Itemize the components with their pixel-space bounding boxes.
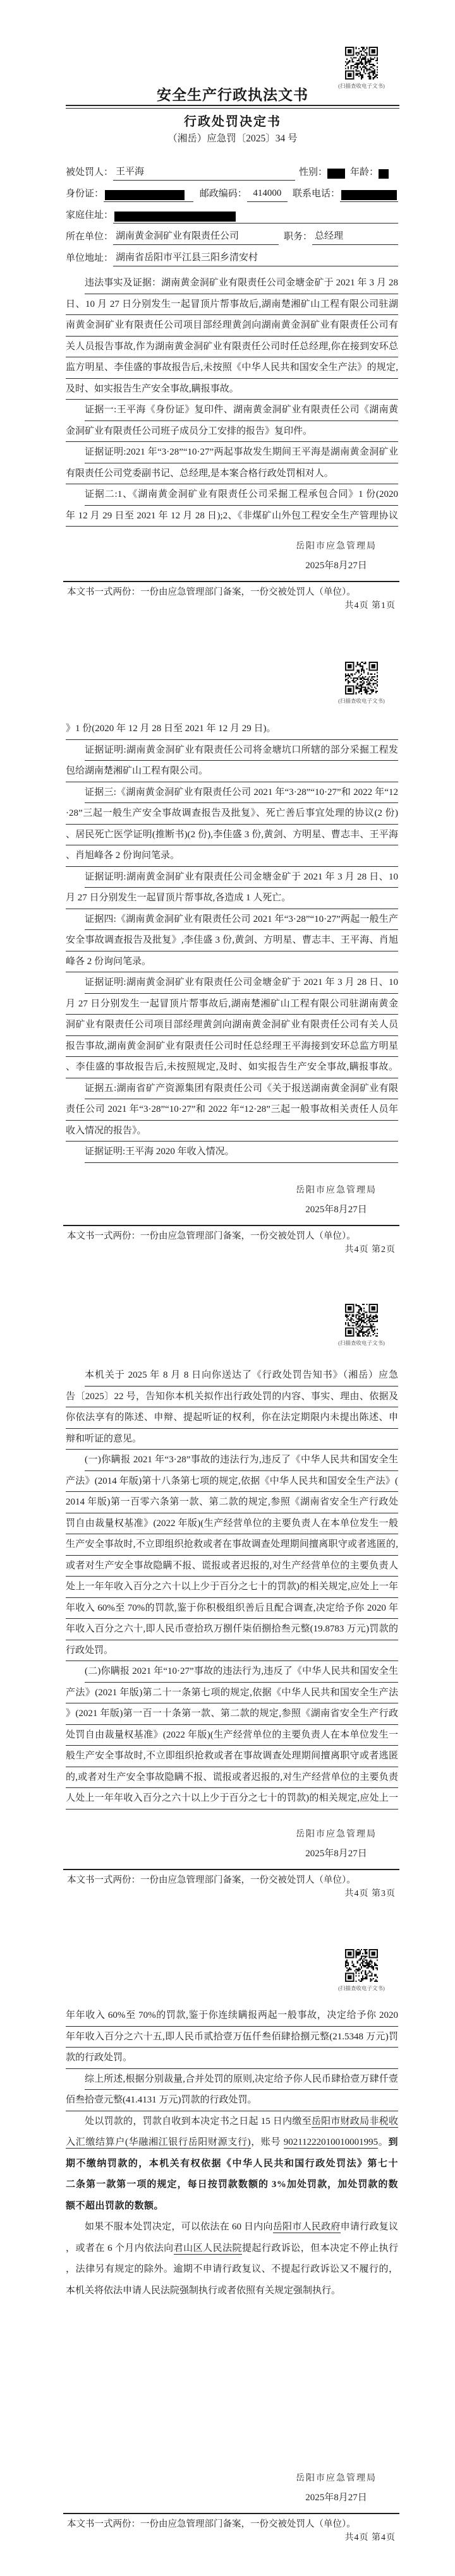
body-line: 产法》(2021 年版)第二十一条第七项的规定,依据《中华人民共和国安全生产法 — [66, 1683, 398, 1704]
text-run: 如果不服本处罚决定，可以依法在 60 日内向 — [85, 2222, 273, 2232]
body-line — [66, 2196, 398, 2217]
body-line: 》(2021 年版)第一百一十条第一款、第二款的规定,参照《湖南省安全生产行政 — [66, 1703, 398, 1725]
paragraph-indent — [66, 1450, 85, 1471]
field-row-unit — [66, 224, 398, 245]
position-value: 总经理 — [312, 229, 398, 245]
field-row-unit-address — [66, 245, 398, 266]
page-body — [66, 1365, 398, 1810]
document-page-3 — [0, 1288, 455, 1932]
body-line: 、李佳盛的事故报告后,未按照规定,及时、如实报告生产安全事故,瞒报事故。 — [66, 1057, 398, 1078]
postcode-label: 邮政编码： — [199, 189, 247, 199]
redaction-box-gender — [327, 169, 345, 179]
unit-label: 所在单位： — [66, 232, 114, 242]
body-line: 般生产安全事故时,不立即组织抢救或者在事故调查处理期间擅离职守或者逃匿 — [66, 1746, 398, 1767]
text-run: 额不超出罚款的数额。 — [66, 2200, 164, 2211]
age-label: 年龄： — [350, 167, 379, 177]
body-line: 罚自由裁量权基准》(2022 年版)(生产经营单位的主要负责人在本单位发生一般 — [66, 1513, 398, 1535]
body-line: 日、10 月 27 日分别发生一起冒顶片帮事故后,湖南楚湘矿山工程有限公司驻湖 — [66, 294, 398, 316]
body-line: 本机关于 2025 年 8 月 8 日向你送达了《行政处罚告知书》（湘岳）应急 — [66, 1365, 398, 1386]
qr-code — [345, 1304, 378, 1337]
body-line: 处上一年年收入百分之六十以上少于百分之七十的罚款)的相关规定,应处上一年 — [66, 1577, 398, 1598]
qr-code — [345, 47, 378, 80]
body-line: ·28”三起一般生产安全事故调查报告及批复》、死亡善后事宜处理的协议(2 份) — [66, 803, 398, 825]
body-line: 》1 份(2020 年 12 月 28 日至 2021 年 12 月 29 日)。 — [66, 719, 398, 740]
body-line — [66, 2174, 398, 2196]
footer-note: 本文书一式两份：一份由应急管理部门备案，一份交被处罚人（单位）。 — [67, 1231, 356, 1241]
field-row-home — [66, 202, 398, 224]
body-line: 你依法享有的陈述、申辩、提起听证的权利，你在法定期限内未提出陈述、申 — [66, 1407, 398, 1429]
qr-caption: (扫描查收电子文书) — [338, 1340, 385, 1346]
qr-code — [345, 662, 378, 695]
field-row-id — [66, 181, 398, 202]
paragraph-indent — [66, 2111, 85, 2133]
body-line: 包给湖南楚湘矿山工程有限公司。 — [66, 761, 398, 782]
body-line: 的,或者对生产安全事故隐瞒不报、谎报或者迟报的,对生产经营单位的主要负责 — [66, 1767, 398, 1789]
paragraph-indent — [66, 442, 85, 463]
paragraph-indent — [66, 909, 85, 931]
text-run: 。 — [378, 2137, 389, 2147]
document-page-2 — [0, 644, 455, 1288]
text-run: 本机关将依法申请人民法院强制执行或者依照有关规定强制执行。 — [66, 2285, 341, 2296]
redaction-box-phone — [341, 190, 397, 200]
body-line: (二)你瞒报 2021 年“10·27”事故的违法行为,违反了《中华人民共和国安全生 — [66, 1661, 398, 1683]
issue-date: 2025年8月27日 — [305, 561, 367, 571]
body-line: 收入情况的报告》。 — [66, 1121, 398, 1142]
text-run: 君山区人民法院 — [173, 2243, 242, 2253]
text-run: 申请行政复议 — [340, 2222, 398, 2232]
body-line: 安全事故调查报告及批复》,李佳盛 3 份,黄剑、方明星、曹志丰、王平海、肖旭 — [66, 930, 398, 951]
position-label: 职务： — [284, 232, 313, 242]
id-label: 身份证： — [66, 189, 104, 199]
body-line: 违法事实及证据：湖南黄金洞矿业有限责任公司金塘金矿于 2021 年 3 月 28 — [66, 273, 398, 294]
page-number: 共4页 第4页 — [344, 2533, 396, 2543]
unit-address-label: 单位地址： — [66, 253, 114, 263]
footer-rule — [63, 1869, 399, 1870]
penalized-value: 王平海 — [113, 165, 295, 181]
unit-address-value: 湖南省岳阳市平江县三阳乡清安村 — [113, 251, 398, 266]
body-line: 2014 年版)第一百零六条第一款、第二款的规定,参照《湖南省安全生产行政处 — [66, 1492, 398, 1513]
body-line: 有限责任公司党委副书记、总经理,是本案合格行政处罚相对人。 — [66, 463, 398, 485]
body-line: 峰各 2 份询问笔录。 — [66, 951, 398, 973]
footer-rule — [63, 1225, 399, 1226]
issue-date: 2025年8月27日 — [305, 1205, 367, 1215]
text-run: 提起行政诉讼，但本决定不停止执行 — [241, 2243, 398, 2253]
body-line — [66, 2281, 398, 2302]
text-run: 期不缴纳罚款的，本机关有权依据《中华人民共和国行政处罚法》第七十 — [66, 2158, 398, 2169]
redaction-box-home-address — [114, 212, 236, 222]
body-line: 行政处罚。 — [66, 1640, 398, 1662]
page-number: 共4页 第3页 — [344, 1889, 396, 1899]
body-line: 款的行政处罚。 — [66, 2048, 398, 2069]
text-run: ，法律另有规定的除外。逾期不申请行政复议、不提起行政诉讼又不履行的， — [66, 2264, 398, 2274]
page-body — [66, 273, 398, 527]
footer-note: 本文书一式两份：一份由应急管理部门备案，一份交被处罚人（单位）。 — [67, 2519, 356, 2529]
body-line: 、居民死亡医学证明(推断书)(2 份),李佳盛 3 份,黄剑、方明星、曹志丰、王平海 — [66, 825, 398, 846]
body-line: 年收入 60%至 70%的罚款,鉴于你积极组织善后且配合调查,决定给予你 2020 年 — [66, 1598, 398, 1619]
footer-rule — [63, 581, 399, 582]
page-number: 共4页 第2页 — [344, 1245, 396, 1255]
qr-caption: (扫描查收电子文书) — [338, 83, 385, 89]
text-run: 到 — [388, 2137, 398, 2147]
paragraph-indent — [66, 1142, 85, 1163]
body-line: 人处上一年年收入百分之六十以上少于百分之七十的罚款)的相关规定,应处上一 — [66, 1788, 398, 1810]
text-run: ，或者在 6 个月内依法向 — [66, 2243, 174, 2253]
paragraph-indent — [66, 484, 85, 506]
text-run: 岳阳市人民政府 — [272, 2222, 341, 2232]
postcode-value: 414000 — [247, 186, 288, 202]
body-line — [66, 2111, 398, 2133]
body-line: 证据证明:王平海 2020 年收入情况。 — [66, 1142, 398, 1163]
phone-label: 联系电话： — [292, 189, 340, 199]
body-line: 证据证明:湖南黄金洞矿业有限责任公司金塘金矿于 2021 年 3 月 28 日、10 — [66, 972, 398, 994]
body-line — [66, 2259, 398, 2281]
body-line: 报告事故,湖南黄金洞矿业有限责任公司时任总经理王平海接到安环总监方明星 — [66, 1036, 398, 1058]
body-line: 年年收入 60%至 70%的罚款,鉴于你连续瞒报两起一般事故，决定给予你 2020 — [66, 2005, 398, 2027]
text-run: 岳阳市财政局非税收 — [311, 2116, 398, 2126]
body-line: 、肖旭峰各 2 份询问笔录。 — [66, 845, 398, 867]
body-line: 证据二:1、《湖南黄金洞矿业有限责任公司采掘工程承包合同》1 份(2020 — [66, 484, 398, 506]
page-body — [66, 2005, 398, 2301]
body-line: 综上所述,根据分别裁量,合并处罚的原则,决定给予你人民币肆拾壹万肆仟壹 — [66, 2069, 398, 2090]
body-line: 证据证明:2021 年“3·28”“10·27”两起事故发生期间王平海是湖南黄金洞矿业 — [66, 442, 398, 463]
body-line: 责任公司 2021 年“3·28”“10·27”和 2022 年“12·28”三起一般事故相关责任人员年 — [66, 1099, 398, 1121]
paragraph-indent — [66, 972, 85, 994]
body-line: 南黄金洞矿业有限责任公司项目部经理黄剑向湖南黄金洞矿业有限责任公司有 — [66, 315, 398, 337]
document-page-1 — [0, 0, 455, 644]
field-row-penalized — [66, 159, 398, 181]
body-line: 证据一:王平海《身份证》复印件、湖南黄金洞矿业有限责任公司《湖南黄 — [66, 400, 398, 421]
page-title: 行政处罚决定书 — [184, 115, 281, 129]
body-line: 生产安全事故时,不立即组织抢救或者在事故调查处理期间擅离职守或者逃匿的, — [66, 1534, 398, 1556]
paragraph-indent — [66, 782, 85, 804]
party-fields — [66, 159, 398, 266]
issue-date: 2025年8月27日 — [305, 2493, 367, 2503]
redaction-box-id — [105, 190, 185, 200]
body-line — [66, 2132, 398, 2154]
body-line: 关人员报告事故,作为湖南黄金洞矿业有限责任公司时任总经理,你在接到安环总 — [66, 337, 398, 358]
paragraph-indent — [66, 1365, 85, 1386]
body-line: 年 12 月 29 日至 2021 年 12 月 28 日);2、《非煤矿山外包工程安全生产管理协议 — [66, 506, 398, 527]
body-line: 洞矿业有限责任公司项目部经理黄剑向湖南黄金洞矿业有限责任公司有关人员 — [66, 1015, 398, 1036]
body-line: 或者对生产安全事故隐瞒不报、谎报或者迟报的,对生产经营单位的主要负责人 — [66, 1556, 398, 1577]
penalized-label: 被处罚人： — [66, 167, 114, 177]
body-line: 及时、如实报告生产安全事故,瞒报事故。 — [66, 379, 398, 400]
issue-date: 2025年8月27日 — [305, 1849, 367, 1859]
body-line — [66, 2217, 398, 2238]
body-line: 证据四:《湖南黄金洞矿业有限责任公司 2021 年“3·28”“10·27”两起一般生产 — [66, 909, 398, 931]
paragraph-indent — [66, 867, 85, 888]
body-line: 证据五:湖南省矿产资源集团有限责任公司《关于报送湖南黄金洞矿业有限 — [66, 1078, 398, 1100]
qr-caption: (扫描查收电子文书) — [338, 698, 385, 704]
issuing-authority: 岳阳市应急管理局 — [296, 1186, 377, 1195]
text-run: 90211222010010001995 — [283, 2137, 379, 2147]
body-line: 月 27 日分别发生一起冒顶片帮事故,各造成 1 人死亡。 — [66, 888, 398, 909]
body-line: 佰叁拾壹元整(41.4131 万元)罚款的行政处罚。 — [66, 2090, 398, 2111]
text-run: 二条第一款第一项的规定，每日按罚款数额的 3%加处罚款，加处罚款的数 — [66, 2179, 398, 2190]
page-number: 共4页 第1页 — [344, 601, 396, 611]
document-type-heading: 安全生产行政执法文书 — [157, 87, 308, 103]
paragraph-indent — [66, 2069, 85, 2090]
text-run: 处以罚款的，罚款自收到本决定书之日起 15 日内缴至 — [85, 2116, 312, 2126]
footer-rule — [63, 2513, 399, 2514]
body-line: 月 27 日分别发生一起冒顶片帮事故后,湖南楚湘矿山工程有限公司驻湖南黄金 — [66, 994, 398, 1015]
text-run: 入汇缴结算户(华融湘江银行岳阳财源支行) — [66, 2137, 251, 2147]
body-line: 产法》(2014 年版)第十八条第七项的规定,依据《中华人民共和国安全生产法》( — [66, 1471, 398, 1493]
phone-value-area — [340, 190, 398, 202]
issuing-authority: 岳阳市应急管理局 — [296, 1830, 377, 1839]
body-line — [66, 2154, 398, 2175]
gender-label: 性别： — [299, 167, 328, 177]
document-number: （湘岳）应急罚〔2025〕34 号 — [167, 133, 298, 144]
id-value-area — [104, 190, 193, 202]
qr-code — [345, 1949, 378, 1982]
body-line: 年年收入百分之六十五,即人民币贰拾壹万伍仟叁佰肆拾捌元整(21.5348 万元)罚 — [66, 2027, 398, 2048]
home-label: 家庭住址： — [66, 210, 114, 220]
body-line: 金洞矿业有限责任公司班子成员分工安排的报告》复印件。 — [66, 421, 398, 443]
body-line: 处罚自由裁量权基准》(2022 年版)(生产经营单位的主要负责人在本单位发生一 — [66, 1725, 398, 1746]
qr-caption: (扫描查收电子文书) — [338, 1985, 385, 1991]
issuing-authority: 岳阳市应急管理局 — [296, 542, 377, 551]
paragraph-indent — [66, 273, 85, 294]
body-line: 证据证明:湖南黄金洞矿业有限责任公司金塘金矿于 2021 年 3 月 28 日、10 — [66, 867, 398, 888]
footer-note: 本文书一式两份：一份由应急管理部门备案，一份交被处罚人（单位）。 — [67, 587, 356, 597]
paragraph-indent — [66, 1661, 85, 1683]
paragraph-indent — [66, 740, 85, 761]
header-double-rule — [66, 105, 399, 109]
body-line: 证据证明:湖南黄金洞矿业有限责任公司将金塘坑口所辖的部分采掘工程发 — [66, 740, 398, 761]
footer-note: 本文书一式两份：一份由应急管理部门备案，一份交被处罚人（单位）。 — [67, 1875, 356, 1885]
paragraph-indent — [66, 1078, 85, 1100]
body-line: 年收入百分之六十,即人民币壹拾玖万捌仟柒佰捌拾叁元整(19.8783 万元)罚款的 — [66, 1619, 398, 1640]
body-line: 监方明星、李佳盛的事故报告后,未按照《中华人民共和国安全生产法》的规定, — [66, 357, 398, 379]
body-line: 辩和听证的意见。 — [66, 1429, 398, 1450]
text-run: ，账号 — [250, 2137, 284, 2147]
body-line: 告〔2025〕22 号，告知你本机关拟作出行政处罚的内容、事实、理由、依据及 — [66, 1386, 398, 1408]
home-value-area — [113, 212, 398, 224]
paragraph-indent — [66, 2217, 85, 2238]
body-line: 证据三:《湖南黄金洞矿业有限责任公司 2021 年“3·28”“10·27”和 2022 年“12 — [66, 782, 398, 804]
body-line — [66, 2238, 398, 2260]
document-page-4 — [0, 1932, 455, 2576]
redaction-box-age — [379, 169, 389, 179]
page-body — [66, 719, 398, 1163]
unit-value: 湖南黄金洞矿业有限责任公司 — [113, 229, 279, 245]
body-line: (一)你瞒报 2021 年“3·28”事故的违法行为,违反了《中华人民共和国安全生 — [66, 1450, 398, 1471]
paragraph-indent — [66, 400, 85, 421]
issuing-authority: 岳阳市应急管理局 — [296, 2474, 377, 2483]
